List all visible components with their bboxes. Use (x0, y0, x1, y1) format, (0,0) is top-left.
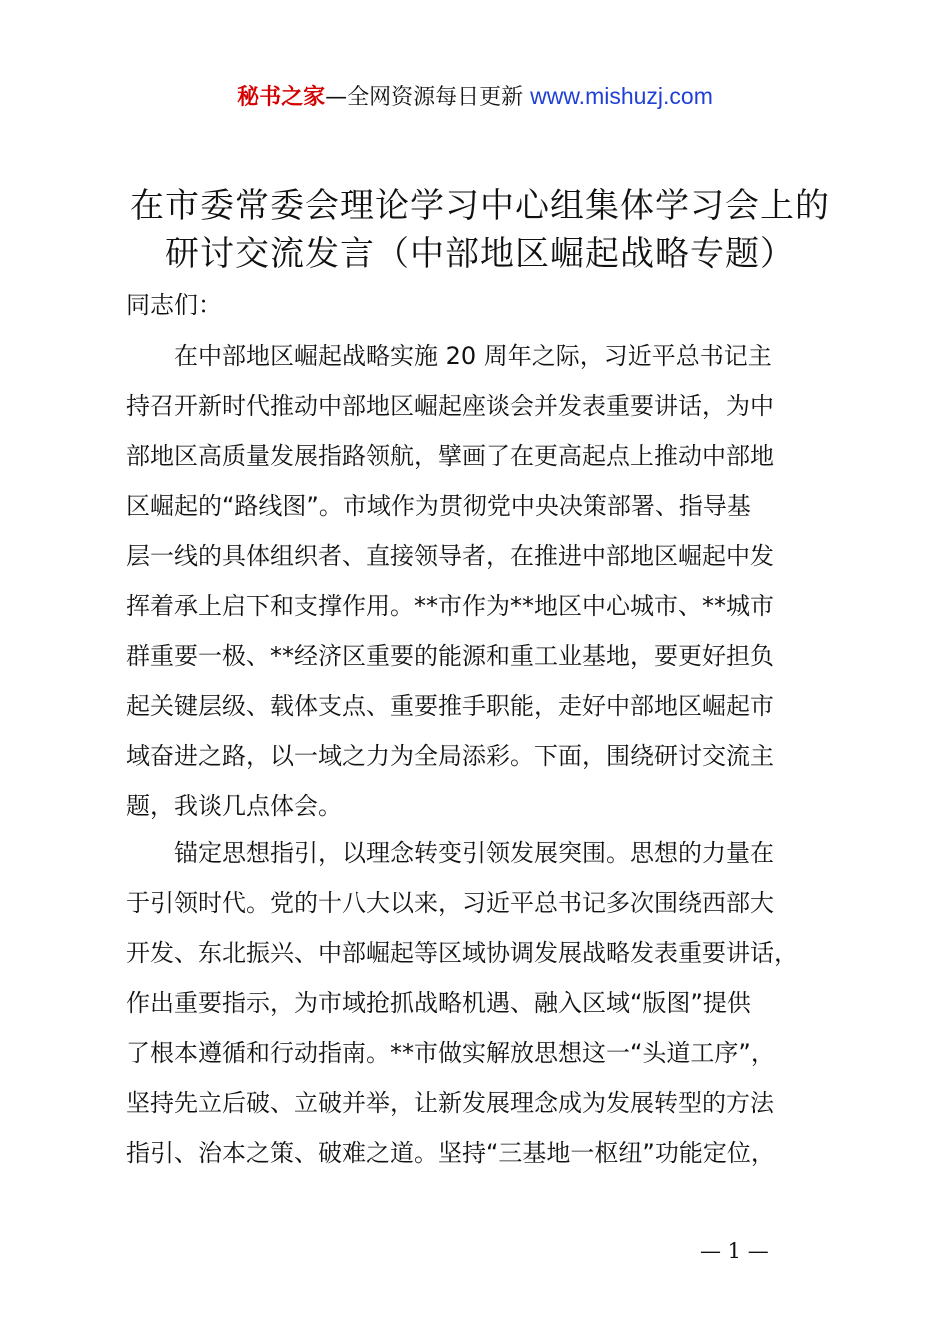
website-url: www.mishuzj.com (530, 83, 713, 109)
page-number: — 1 — (700, 1239, 769, 1263)
paragraph-line: 题，我谈几点体会。 (126, 792, 342, 820)
paragraph-line: 在中部地区崛起战略实施 20 周年之际，习近平总书记主 (126, 342, 772, 370)
paragraph-line: 起关键层级、载体支点、重要推手职能，走好中部地区崛起市 (126, 692, 774, 720)
site-header (0, 80, 950, 114)
header-slogan: —全网资源每日更新 (325, 85, 531, 110)
paragraph-line: 作出重要指示，为市域抢抓战略机遇、融入区域“版图”提供 (126, 989, 751, 1017)
paragraph-line: 层一线的具体组织者、直接领导者，在推进中部地区崛起中发 (126, 542, 774, 570)
paragraph-line: 持召开新时代推动中部地区崛起座谈会并发表重要讲话，为中 (126, 392, 774, 420)
paragraph-line: 了根本遵循和行动指南。**市做实解放思想这一“头道工序”， (126, 1039, 775, 1067)
paragraph-line: 锚定思想指引，以理念转变引领发展突围。思想的力量在 (126, 839, 774, 867)
paragraph-line: 开发、东北振兴、中部崛起等区域协调发展战略发表重要讲话， (126, 939, 798, 967)
paragraph-line: 区崛起的“路线图”。市域作为贯彻党中央决策部署、指导基 (126, 492, 751, 520)
paragraph-2 (126, 828, 838, 1178)
paragraph-line: 指引、治本之策、破难之道。坚持“三基地一枢纽”功能定位， (126, 1139, 775, 1167)
document-title-line-1: 在市委常委会理论学习中心组集体学习会上的 (130, 186, 830, 226)
salutation: 同志们： (126, 291, 222, 319)
paragraph-line: 挥着承上启下和支撑作用。**市作为**地区中心城市、**城市 (126, 592, 774, 620)
paragraph-line: 于引领时代。党的十八大以来，习近平总书记多次围绕西部大 (126, 889, 774, 917)
paragraph-line: 域奋进之路，以一域之力为全局添彩。下面，围绕研讨交流主 (126, 742, 774, 770)
brand-name: 秘书之家 (237, 85, 326, 110)
paragraph-line: 群重要一极、**经济区重要的能源和重工业基地，要更好担负 (126, 642, 774, 670)
paragraph-line: 部地区高质量发展指路领航，擘画了在更高起点上推动中部地 (126, 442, 774, 470)
paragraph-line: 坚持先立后破、立破并举，让新发展理念成为发展转型的方法 (126, 1089, 774, 1117)
document-title-line-2: 研讨交流发言（中部地区崛起战略专题） (165, 234, 795, 274)
paragraph-1 (126, 331, 838, 831)
